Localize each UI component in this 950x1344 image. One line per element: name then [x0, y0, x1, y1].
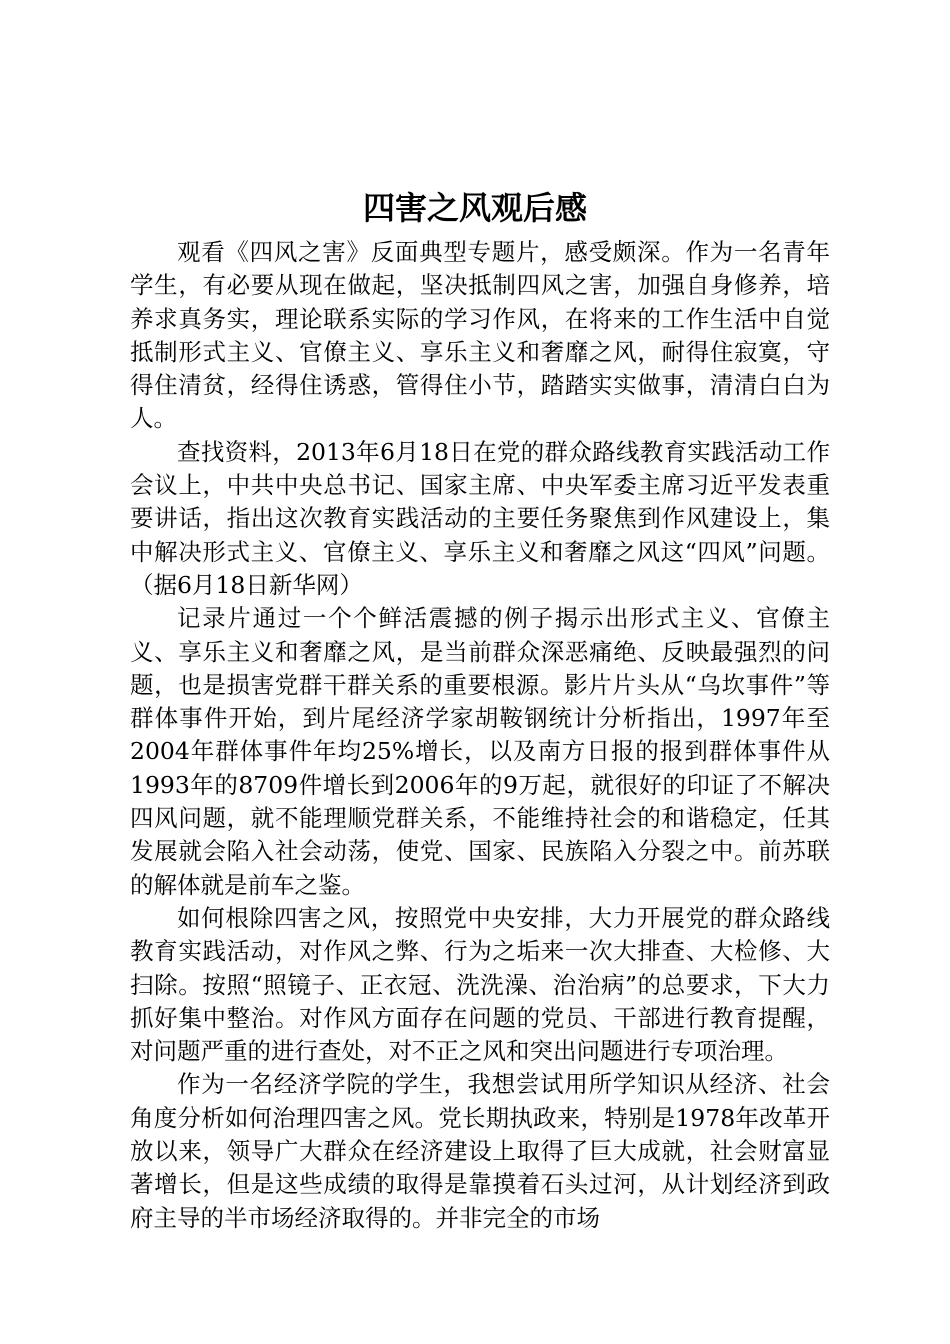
- document-body: [130, 236, 830, 1235]
- document-title: 四害之风观后感: [362, 189, 587, 227]
- paragraph-1: 观看《四风之害》反面典型专题片，感受颇深。作为一名青年学生，有必要从现在做起，坚决抵制四风之害，加强自身修养，培养求真务实，理论联系实际的学习作风，在将来的工作生活中自觉抵制形式主义、官僚主义、享乐主义和奢靡之风，耐得住寂寞，守得住清贫，经得住诱惑，管得住小节，踏踏实实做事，清清白白为人。: [130, 238, 830, 433]
- paragraph-5: 作为一名经济学院的学生，我想尝试用所学知识从经济、社会角度分析如何治理四害之风。党长期执政来，特别是1978年改革开放以来，领导广大群众在经济建设上取得了巨大成就，社会财富显著增长，但是这些成绩的取得是靠摸着石头过河，从计划经济到政府主导的半市场经济取得的。并非完全的市场: [130, 1070, 830, 1232]
- paragraph-2: 查找资料，2013年6月18日在党的群众路线教育实践活动工作会议上，中共中央总书记、国家主席、中央军委主席习近平发表重要讲话，指出这次教育实践活动的主要任务聚焦到作风建设上，集中解决形式主义、官僚主义、享乐主义和奢靡之风这“四风”问题。（据6月18日新华网）: [130, 437, 830, 599]
- paragraph-3: 记录片通过一个个鲜活震撼的例子揭示出形式主义、官僚主义、享乐主义和奢靡之风，是当前群众深恶痛绝、反映最强烈的问题，也是损害党群干群关系的重要根源。影片片头从“乌坎事件”等群体事件开始，到片尾经济学家胡鞍钢统计分析指出，1997年至2004年群体事件年均25%增长，以及南方日报的报到群体事件从1993年的8709件增长到2006年的9万起，就很好的印证了不解决四风问题，就不能理顺党群关系，不能维持社会的和谐稳定，任其发展就会陷入社会动荡，使党、国家、民族陷入分裂之中。前苏联的解体就是前车之鉴。: [130, 604, 830, 899]
- paragraph-4: 如何根除四害之风，按照党中央安排，大力开展党的群众路线教育实践活动，对作风之弊、行为之垢来一次大排查、大检修、大扫除。按照“照镜子、正衣冠、洗洗澡、治治病”的总要求，下大力抓好集中整治。对作风方面存在问题的党员、干部进行教育提醒，对问题严重的进行查处，对不正之风和突出问题进行专项治理。: [130, 903, 830, 1066]
